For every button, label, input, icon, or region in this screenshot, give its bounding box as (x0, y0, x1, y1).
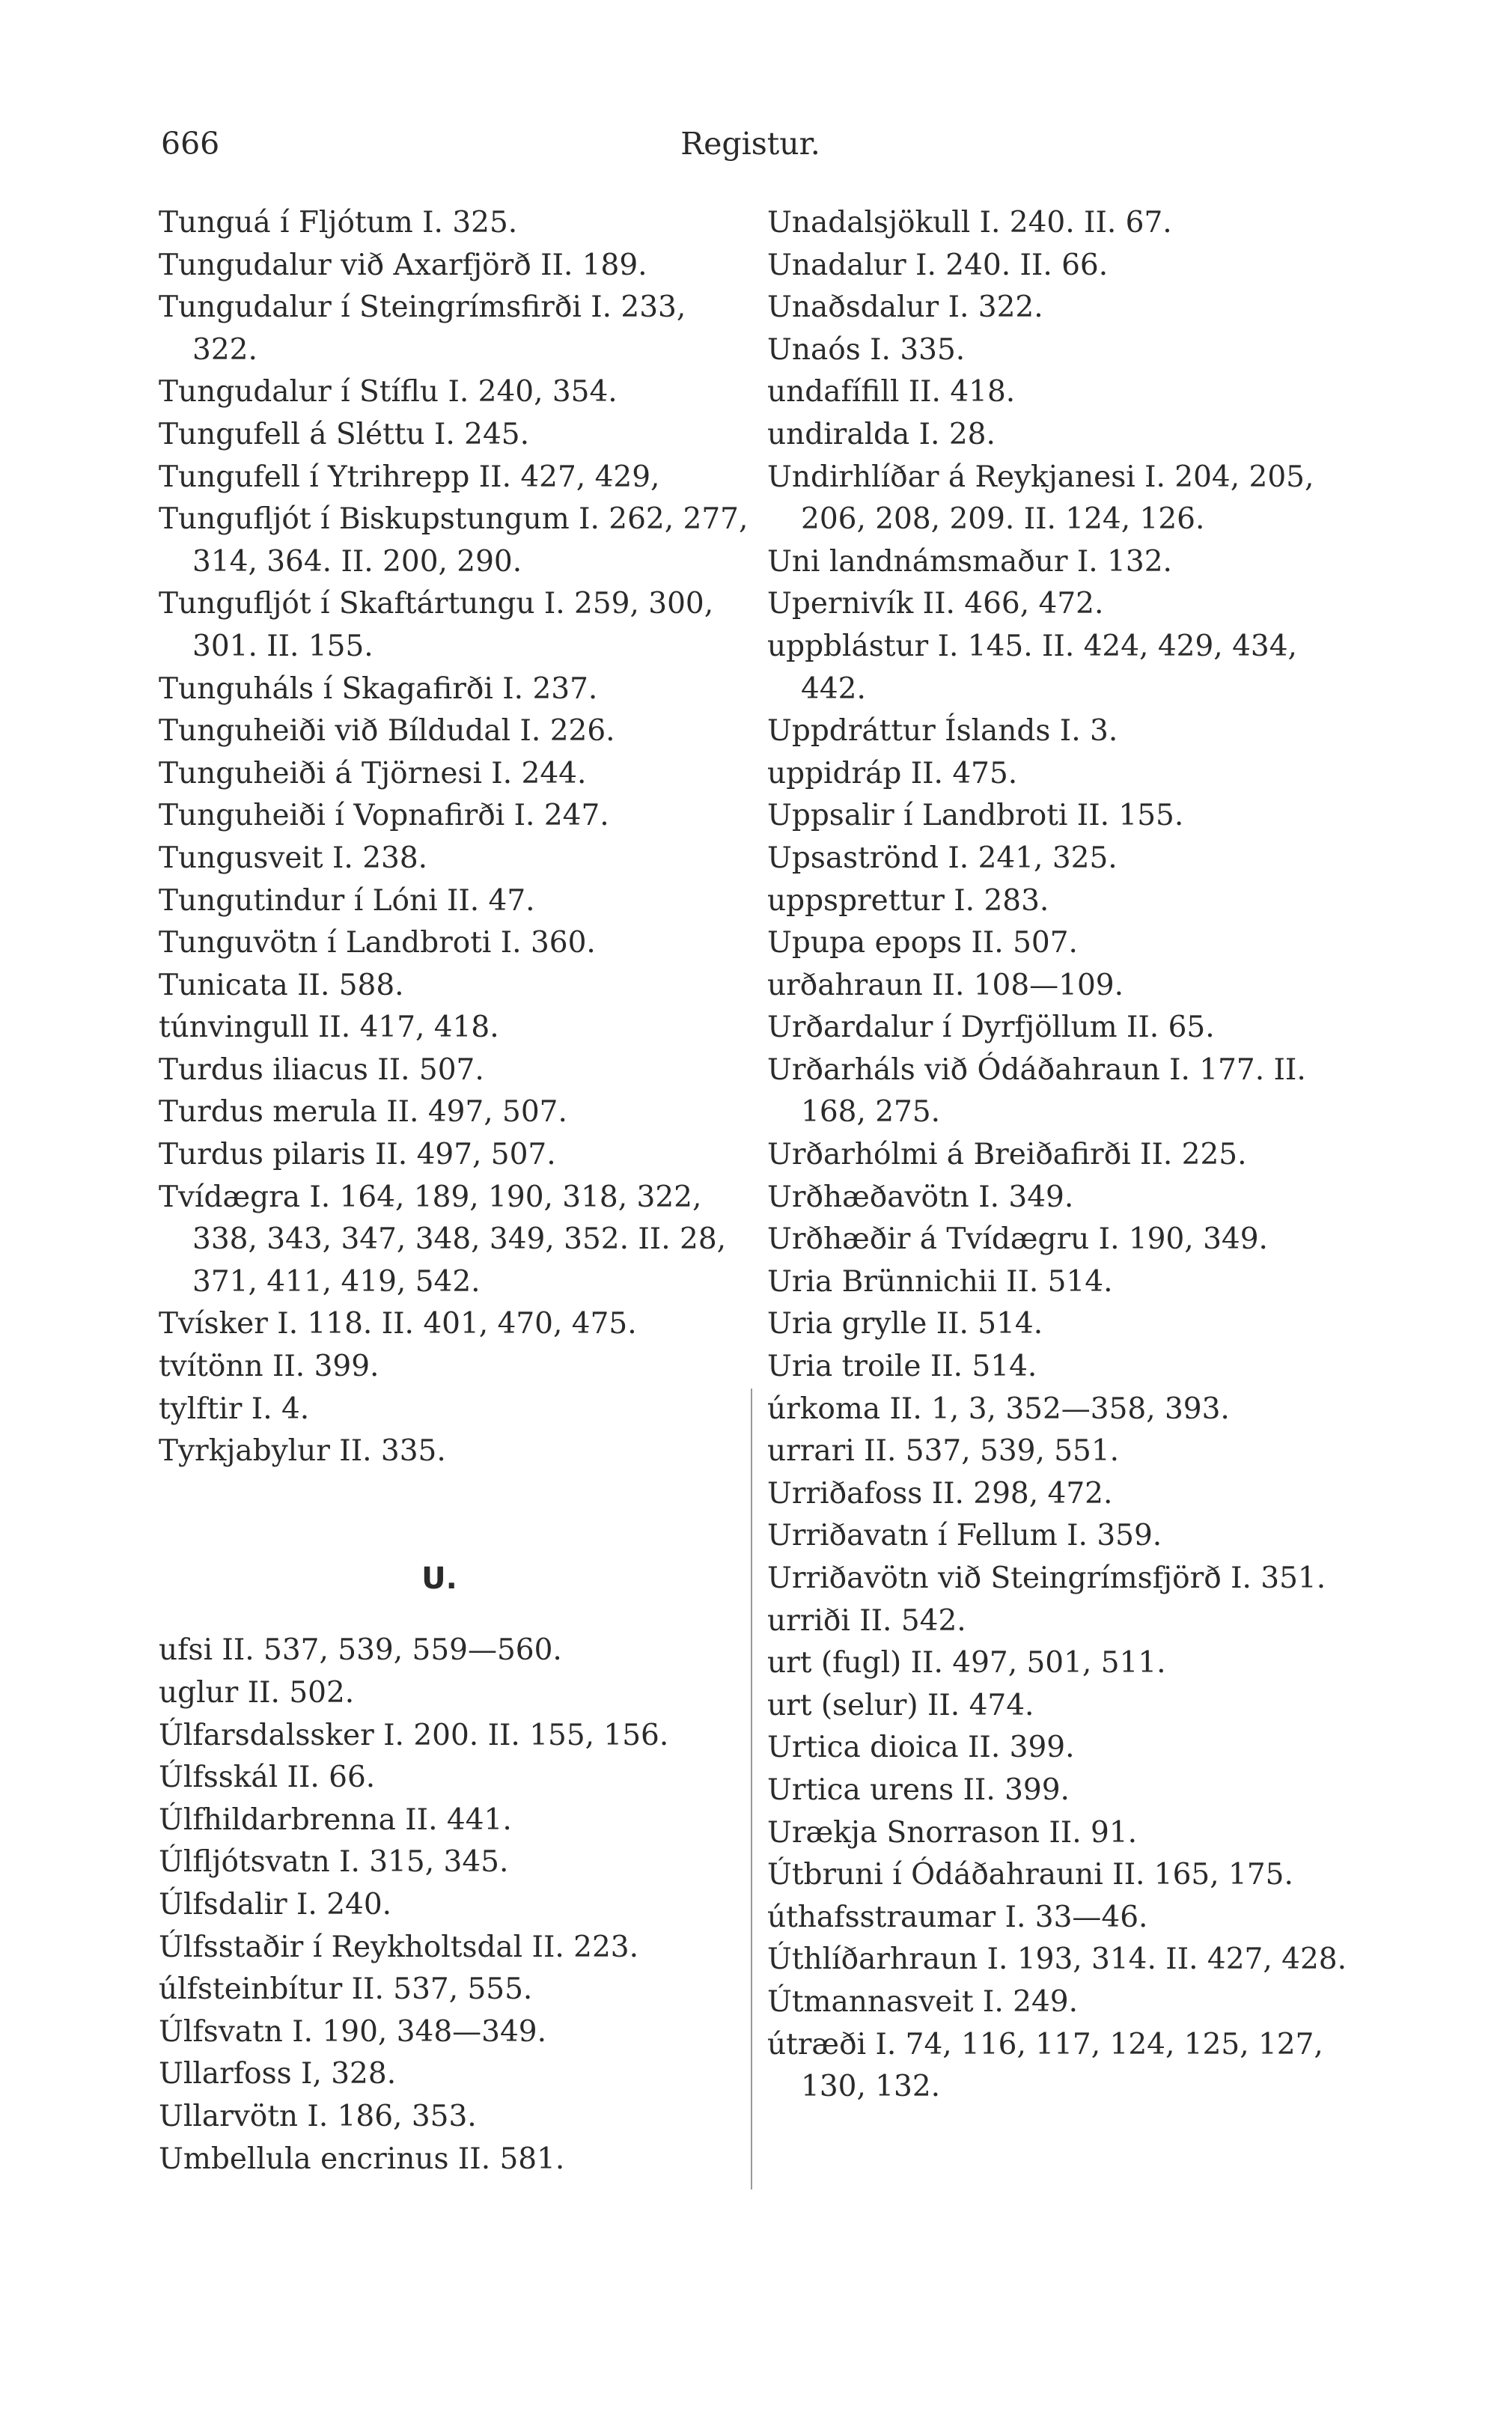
index-entry: urriði II. 542. (767, 1603, 966, 1638)
index-entry: Unadalur I. 240. II. 66. (767, 248, 1109, 282)
index-entry: Útmannasveit I. 249. (767, 1984, 1078, 2019)
index-entry: Urriðavötn við Steingrímsfjörð I. 351. (767, 1561, 1326, 1595)
index-entry: úrkoma II. 1, 3, 352—358, 393. (767, 1392, 1230, 1426)
index-entry: Úlfsdalir I. 240. (159, 1887, 392, 1921)
index-entry: Úlfsvatn I. 190, 348—349. (159, 2014, 546, 2049)
index-entry: tvítönn II. 399. (159, 1350, 379, 1384)
index-entry: Uppsalir í Landbroti II. 155. (767, 799, 1184, 833)
index-entry: Tungudalur í Steingrímsfirði I. 233, 322. (159, 290, 686, 367)
index-entry: Urriðavatn í Fellum I. 359. (767, 1519, 1162, 1553)
index-entry: Uppdráttur Íslands I. 3. (767, 714, 1118, 749)
page-number: 666 (161, 126, 220, 162)
index-entry: Undirhlíðar á Reykjanesi I. 204, 205, 206, 208, 209. II. 124, 126. (767, 460, 1314, 537)
index-entry: Turdus merula II. 497, 507. (159, 1095, 567, 1130)
index-entry: Tungudalur í Stíflu I. 240, 354. (159, 375, 618, 409)
index-entry: Úlfljótsvatn I. 315, 345. (159, 1845, 509, 1880)
index-entry: Turdus iliacus II. 507. (159, 1052, 484, 1087)
index-entry: Úlfsstaðir í Reykholtsdal II. 223. (159, 1930, 638, 1964)
index-entry: Úlfarsdalssker I. 200. II. 155, 156. (159, 1718, 669, 1752)
index-entry: Upsaströnd I. 241, 325. (767, 841, 1118, 875)
page-header (161, 121, 1340, 166)
index-entry: urt (fugl) II. 497, 501, 511. (767, 1646, 1166, 1680)
index-entry: Tvísker I. 118. II. 401, 470, 475. (159, 1307, 637, 1341)
index-entry: urrari II. 537, 539, 551. (767, 1434, 1120, 1469)
index-entry: Umbellula encrinus II. 581. (159, 2142, 565, 2176)
index-entry: ufsi II. 537, 539, 559—560. (159, 1633, 562, 1668)
index-entry: Upernivík II. 466, 472. (767, 587, 1104, 621)
index-entry: Unaós I. 335. (767, 332, 966, 367)
index-entry: Urðarháls við Ódáðahraun I. 177. II. 168, 275. (767, 1052, 1306, 1130)
index-entry: Tunguheiði í Vopnafirði I. 247. (159, 799, 609, 833)
index-entry: Tungufell í Ytrihrepp II. 427, 429, (159, 460, 660, 494)
index-entry: Úlfsskál II. 66. (159, 1761, 376, 1795)
index-entry: Urðhæðavötn I. 349. (767, 1180, 1074, 1214)
running-title: Registur. (680, 126, 820, 162)
index-entry: urðahraun II. 108—109. (767, 968, 1124, 1002)
index-entry: Urtica urens II. 399. (767, 1773, 1070, 1807)
index-entry: Upupa epops II. 507. (767, 926, 1078, 960)
index-entry: undiralda I. 28. (767, 417, 996, 451)
u-entries (159, 1630, 750, 2180)
index-entry: Úlfhildarbrenna II. 441. (159, 1802, 512, 1837)
left-column (159, 202, 750, 2180)
index-entry: Urækja Snorrason II. 91. (767, 1815, 1138, 1850)
index-entry: uppidráp II. 475. (767, 756, 1018, 790)
index-entry: Ullarvötn I. 186, 353. (159, 2099, 477, 2133)
index-entry: Tungufljót í Skaftártungu I. 259, 300, 301. II. 155. (159, 587, 714, 663)
index-entry: Urtica dioica II. 399. (767, 1731, 1075, 1765)
index-entry: Uni landnámsmaður I. 132. (767, 544, 1172, 579)
index-entry: Tunguháls í Skagafirði I. 237. (159, 671, 598, 706)
index-entry: Turdus pilaris II. 497, 507. (159, 1138, 556, 1172)
index-entry: Tungufljót í Biskupstungum I. 262, 277, 314, 364. II. 200, 290. (159, 502, 749, 579)
index-entry: Tunguvötn í Landbroti I. 360. (159, 926, 596, 960)
index-entry: Unadalsjökull I. 240. II. 67. (767, 206, 1172, 240)
index-entry: Urðardalur í Dyrfjöllum II. 65. (767, 1011, 1215, 1045)
index-entry: Tungutindur í Lóni II. 47. (159, 883, 535, 918)
index-entry: uppblástur I. 145. II. 424, 429, 434, 442. (767, 629, 1297, 706)
index-entry: Tungusveit I. 238. (159, 841, 428, 875)
index-entry: Tunguheiði við Bíldudal I. 226. (159, 714, 615, 749)
index-entry: uppsprettur I. 283. (767, 883, 1049, 918)
left-entries (159, 202, 750, 1473)
index-entry: úlfsteinbítur II. 537, 555. (159, 1972, 533, 2007)
index-entry: Tunicata II. 588. (159, 968, 404, 1002)
index-entry: túnvingull II. 417, 418. (159, 1011, 499, 1045)
index-entry: Tunguá í Fljótum I. 325. (159, 206, 518, 240)
index-entry: Uria grylle II. 514. (767, 1307, 1043, 1341)
index-entry: Urriðafoss II. 298, 472. (767, 1476, 1113, 1511)
index-entry: Ullarfoss I, 328. (159, 2057, 397, 2091)
index-entry: Uria Brünnichii II. 514. (767, 1264, 1113, 1299)
column-divider (751, 1389, 752, 2189)
index-entry: Urðarhólmi á Breiðafirði II. 225. (767, 1138, 1247, 1172)
index-entry: Tvídægra I. 164, 189, 190, 318, 322, 338, 343, 347, 348, 349, 352. II. 28, 371, 411, 419, 542. (159, 1180, 727, 1299)
index-entry: útræði I. 74, 116, 117, 124, 125, 127, 130, 132. (767, 2027, 1323, 2104)
section-heading-u: U. (421, 1561, 457, 1596)
index-entry: Tyrkjabylur II. 335. (159, 1434, 446, 1469)
index-entry: Tungudalur við Axarfjörð II. 189. (159, 248, 647, 282)
index-entry: Tunguheiði á Tjörnesi I. 244. (159, 756, 587, 790)
index-entry: tylftir I. 4. (159, 1392, 310, 1426)
index-entry: Unaðsdalur I. 322. (767, 290, 1043, 325)
index-entry: Urðhæðir á Tvídægru I. 190, 349. (767, 1222, 1268, 1257)
index-entry: Úthlíðarhraun I. 193, 314. II. 427, 428. (767, 1942, 1347, 1977)
index-entry: urt (selur) II. 474. (767, 1688, 1034, 1722)
index-entry: uglur II. 502. (159, 1676, 355, 1710)
index-entry: undafífill II. 418. (767, 375, 1016, 409)
index-entry: Uria troile II. 514. (767, 1350, 1037, 1384)
index-entry: úthafsstraumar I. 33—46. (767, 1900, 1148, 1934)
index-entry: Útbruni í Ódáðahrauni II. 165, 175. (767, 1858, 1293, 1892)
index-entry: Tungufell á Sléttu I. 245. (159, 417, 530, 451)
right-column (767, 202, 1362, 2109)
